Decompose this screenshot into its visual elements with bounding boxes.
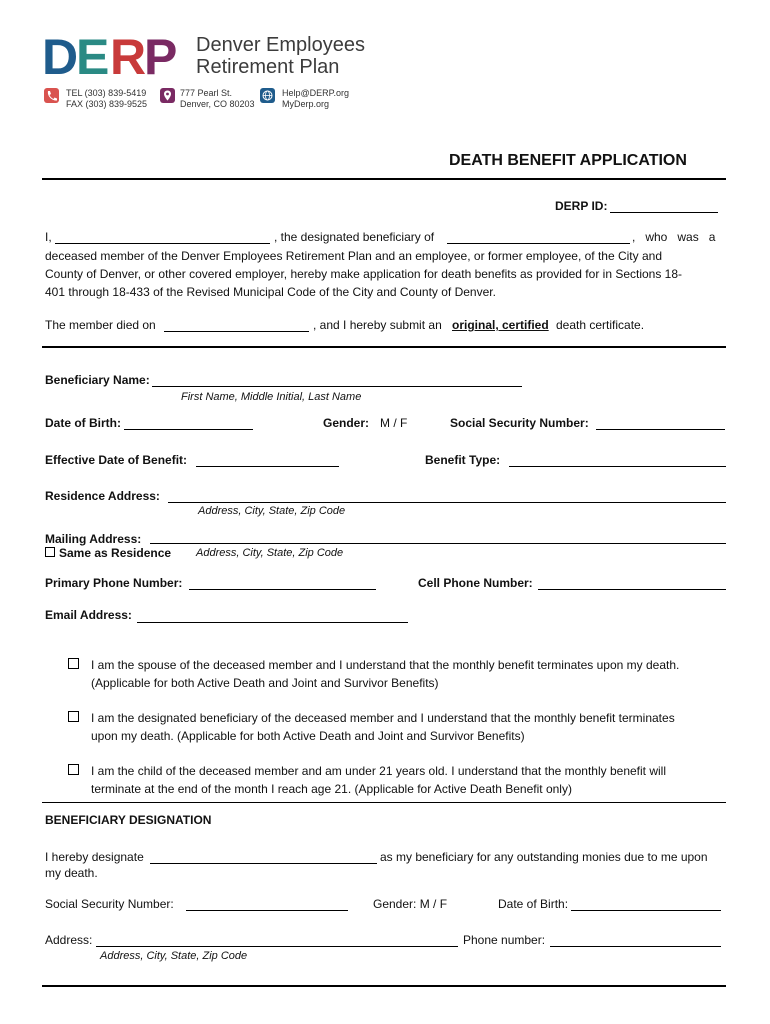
- org-name-line1: Denver Employees: [196, 34, 365, 56]
- email-field[interactable]: [137, 622, 408, 623]
- phone-icon: [44, 88, 59, 103]
- residence-hint: Address, City, State, Zip Code: [198, 505, 346, 517]
- logo-letter-e: E: [76, 29, 109, 85]
- designee-ssn-label: Social Security Number:: [45, 897, 174, 911]
- mailing-hint: Address, City, State, Zip Code: [196, 547, 344, 559]
- beneficiary-statement: [91, 709, 675, 745]
- died-prefix: The member died on: [45, 318, 156, 332]
- mailing-label: Mailing Address:: [45, 532, 142, 546]
- spouse-statement-line2: (Applicable for both Active Death and Joint and Survivor Benefits): [91, 676, 439, 690]
- member-name-field[interactable]: [447, 243, 630, 244]
- beneficiary-statement-line1: I am the designated beneficiary of the deceased member and I understand that the monthly benefit terminates: [91, 711, 675, 725]
- derp-id-label: DERP ID:: [555, 199, 608, 213]
- same-as-residence-option[interactable]: [45, 546, 171, 560]
- designation-heading: BENEFICIARY DESIGNATION: [45, 813, 212, 827]
- help-email[interactable]: Help@DERP.org: [282, 88, 349, 98]
- child-statement-line1: I am the child of the deceased member and am under 21 years old. I understand that the monthly benefit will: [91, 764, 666, 778]
- designee-address-label: Address:: [45, 933, 93, 947]
- designee-phone-field[interactable]: [550, 946, 721, 947]
- cell-phone-label: Cell Phone Number:: [418, 576, 533, 590]
- child-statement: [91, 762, 666, 798]
- email-label: Email Address:: [45, 608, 132, 622]
- benefit-type-field[interactable]: [509, 466, 726, 467]
- benefit-type-label: Benefit Type:: [425, 453, 501, 467]
- derp-id-field[interactable]: [610, 212, 718, 213]
- intro-line-2: deceased member of the Denver Employees Retirement Plan and an employee, or former employee, of the City and: [45, 249, 662, 263]
- street-address: 777 Pearl St.: [180, 88, 233, 98]
- effective-date-field[interactable]: [196, 466, 339, 467]
- logo-letter-d: D: [42, 29, 78, 85]
- applicant-name-field[interactable]: [55, 243, 270, 244]
- location-pin-icon: [160, 88, 175, 103]
- designee-dob-field[interactable]: [571, 910, 721, 911]
- designation-suffix: as my beneficiary for any outstanding monies due to me upon: [380, 850, 708, 864]
- form-title: DEATH BENEFIT APPLICATION: [449, 152, 687, 169]
- beneficiary-name-field[interactable]: [152, 386, 522, 387]
- beneficiary-name-hint: First Name, Middle Initial, Last Name: [181, 391, 362, 403]
- designee-ssn-field[interactable]: [186, 910, 348, 911]
- primary-phone-field[interactable]: [189, 589, 376, 590]
- child-checkbox[interactable]: [68, 764, 79, 775]
- city-address: Denver, CO 80203: [180, 99, 255, 109]
- primary-phone-label: Primary Phone Number:: [45, 576, 183, 590]
- beneficiary-name-label: Beneficiary Name:: [45, 373, 150, 387]
- beneficiary-checkbox[interactable]: [68, 711, 79, 722]
- intro-who-was-text: , who was a: [632, 230, 716, 244]
- ssn-field[interactable]: [596, 429, 725, 430]
- effective-date-label: Effective Date of Benefit:: [45, 453, 188, 467]
- designation-line2: my death.: [45, 866, 98, 880]
- intro-line-4: 401 through 18-433 of the Revised Municipal Code of the City and County of Denver.: [45, 285, 496, 299]
- spouse-statement: [91, 656, 679, 692]
- intro-i-label: I,: [45, 230, 52, 244]
- spouse-statement-line1: I am the spouse of the deceased member and I understand that the monthly benefit terminates upon my death.: [91, 658, 680, 672]
- designee-address-field[interactable]: [96, 946, 458, 947]
- dob-label: Date of Birth:: [45, 416, 121, 430]
- gender-options[interactable]: M / F: [380, 416, 408, 430]
- title-rule: [42, 178, 726, 180]
- bottom-rule: [42, 985, 726, 987]
- mailing-address-field[interactable]: [150, 543, 726, 544]
- designee-address-hint: Address, City, State, Zip Code: [100, 950, 248, 962]
- beneficiary-statement-line2: upon my death. (Applicable for both Active Death and Joint and Survivor Benefits): [91, 729, 525, 743]
- intro-line-3: County of Denver, or other covered employer, hereby make application for death benefits as provided for in Sections 18-: [45, 267, 683, 281]
- gender-label: Gender:: [323, 416, 370, 430]
- designation-prefix: I hereby designate: [45, 850, 144, 864]
- designee-gender-label[interactable]: Gender: M / F: [373, 897, 448, 911]
- child-statement-line2: terminate at the end of the month I reach age 21. (Applicable for Active Death Benefit only): [91, 782, 572, 796]
- dob-field[interactable]: [124, 429, 253, 430]
- residence-address-field[interactable]: [168, 502, 726, 503]
- designee-name-field[interactable]: [150, 863, 377, 864]
- died-middle: , and I hereby submit an: [313, 318, 442, 332]
- designee-phone-label: Phone number:: [463, 933, 546, 947]
- death-date-field[interactable]: [164, 331, 309, 332]
- logo-letter-p: P: [144, 29, 177, 85]
- logo-letter-r: R: [110, 29, 146, 85]
- cell-phone-field[interactable]: [538, 589, 726, 590]
- residence-label: Residence Address:: [45, 489, 160, 503]
- same-as-residence-checkbox[interactable]: [45, 547, 55, 557]
- section-rule-1: [42, 346, 726, 348]
- ssn-label: Social Security Number:: [450, 416, 589, 430]
- spouse-checkbox[interactable]: [68, 658, 79, 669]
- org-name-line2: Retirement Plan: [196, 56, 340, 78]
- globe-icon: [260, 88, 275, 103]
- tel-number: TEL (303) 839-5419: [66, 88, 147, 98]
- died-suffix: death certificate.: [556, 318, 645, 332]
- fax-number: FAX (303) 839-9525: [66, 99, 148, 109]
- website[interactable]: MyDerp.org: [282, 99, 330, 109]
- intro-designated-text: , the designated beneficiary of: [274, 230, 435, 244]
- died-emphasis: original, certified: [452, 318, 549, 332]
- same-as-residence-label: Same as Residence: [59, 546, 172, 560]
- section-rule-2: [42, 802, 726, 803]
- designee-dob-label: Date of Birth:: [498, 897, 569, 911]
